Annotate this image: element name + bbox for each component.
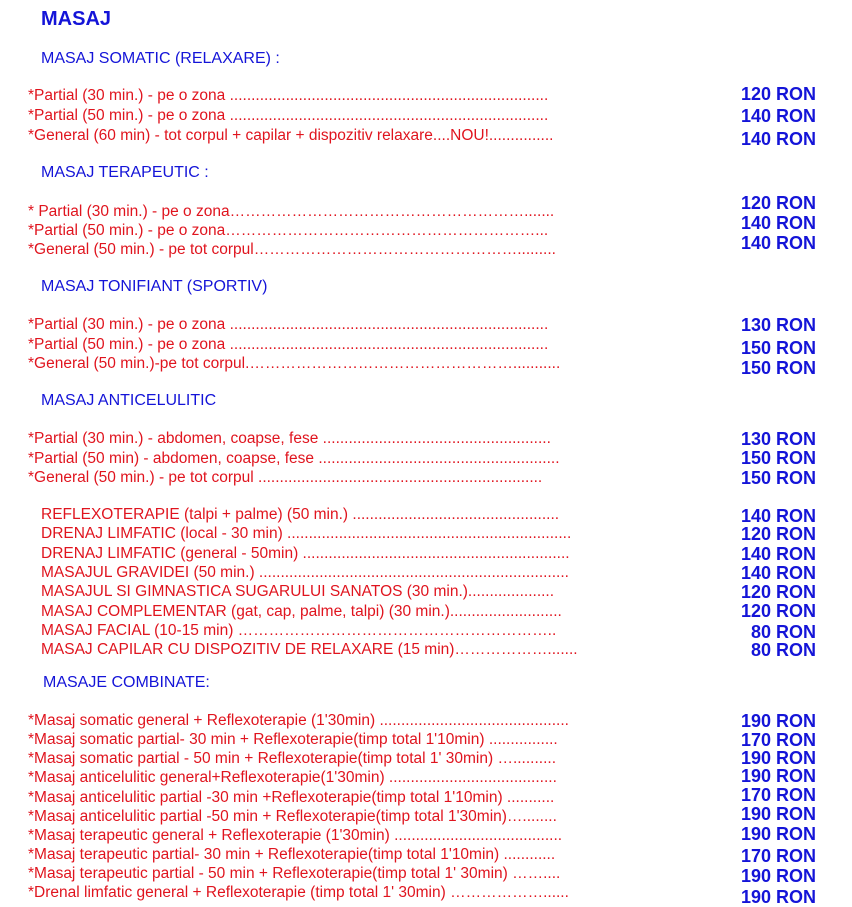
service-item: *Partial (30 min.) - abdomen, coapse, fese ..................................................... (28, 430, 551, 447)
service-item: *Masaj terapeutic general + Reflexoterapie (1'30min) ....................................... (28, 827, 563, 844)
service-item: *General (50 min.) - pe tot corpul .................................................................. (28, 469, 543, 486)
service-price: 120 RON (740, 524, 816, 544)
service-price: 150 RON (740, 338, 816, 358)
service-price: 190 RON (740, 804, 816, 824)
service-item: *Masaj somatic partial- 30 min + Reflexoterapie(timp total 1'10min) ................ (28, 731, 558, 748)
service-item: *Masaj anticelulitic partial -30 min +Reflexoterapie(timp total 1'10min) ........... (28, 789, 555, 806)
section-heading: MASAJ SOMATIC (RELAXARE) : (41, 50, 280, 67)
service-price: 140 RON (740, 233, 816, 253)
service-price: 120 RON (740, 601, 816, 621)
service-price: 150 RON (740, 358, 816, 378)
service-item: *Masaj somatic partial - 50 min + Reflexoterapie(timp total 1' 30min) ….......... (28, 750, 557, 767)
service-price: 140 RON (740, 129, 816, 149)
service-price: 190 RON (740, 766, 816, 786)
service-price: 190 RON (740, 887, 816, 907)
section-heading: MASAJE COMBINATE: (43, 674, 210, 691)
service-item: *Partial (30 min.) - pe o zona .......................................................................... (28, 316, 549, 333)
service-item: MASAJ CAPILAR CU DISPOZITIV DE RELAXARE (15 min)………………....... (41, 641, 578, 658)
section-heading: MASAJ TERAPEUTIC : (41, 164, 209, 181)
service-item: *Partial (50 min.) - pe o zona .......................................................................... (28, 336, 549, 353)
service-price: 140 RON (740, 563, 816, 583)
service-item: *General (50 min.) - pe tot corpul……………………………………………......... (28, 241, 556, 258)
service-item: DRENAJ LIMFATIC (general - 50min) .............................................................. (41, 545, 570, 562)
service-price: 140 RON (740, 544, 816, 564)
service-item: MASAJUL GRAVIDEI (50 min.) ........................................................................ (41, 564, 569, 581)
service-price: 80 RON (750, 622, 816, 642)
service-price: 170 RON (740, 730, 816, 750)
service-item: *Masaj somatic general + Reflexoterapie (1'30min) ............................................ (28, 712, 569, 729)
service-item: *Masaj terapeutic partial - 50 min + Reflexoterapie(timp total 1' 30min) …….... (28, 865, 561, 882)
service-price: 170 RON (740, 785, 816, 805)
service-price: 140 RON (740, 106, 816, 126)
service-item: REFLEXOTERAPIE (talpi + palme) (50 min.) ................................................ (41, 506, 560, 523)
service-price: 190 RON (740, 866, 816, 886)
service-item: *Masaj terapeutic partial- 30 min + Reflexoterapie(timp total 1'10min) ............ (28, 846, 556, 863)
service-item: * Partial (30 min.) - pe o zona…………………………………………………....... (28, 203, 555, 220)
service-item: MASAJ FACIAL (10-15 min) …………………………………………………….. (41, 622, 557, 639)
service-price: 170 RON (740, 846, 816, 866)
service-price: 130 RON (740, 429, 816, 449)
service-item: MASAJ COMPLEMENTAR (gat, cap, palme, talpi) (30 min.).......................... (41, 603, 562, 620)
service-item: MASAJUL SI GIMNASTICA SUGARULUI SANATOS (30 min.).................... (41, 583, 555, 600)
service-item: DRENAJ LIMFATIC (local - 30 min) .................................................................. (41, 525, 572, 542)
service-price: 150 RON (740, 448, 816, 468)
section-heading: MASAJ TONIFIANT (SPORTIV) (41, 278, 268, 295)
service-price: 120 RON (740, 193, 816, 213)
service-price: 120 RON (740, 582, 816, 602)
service-price: 80 RON (750, 640, 816, 660)
service-item: *Masaj anticelulitic general+Reflexoterapie(1'30min) ....................................... (28, 769, 557, 786)
service-item: *Masaj anticelulitic partial -50 min + Reflexoterapie(timp total 1'30min)…........ (28, 808, 557, 825)
service-item: *General (60 min) - tot corpul + capilar + dispozitiv relaxare....NOU!............... (28, 127, 554, 144)
service-item: *Drenal limfatic general + Reflexoterapie (timp total 1' 30min) ………………...... (28, 884, 569, 901)
service-price: 190 RON (740, 748, 816, 768)
service-price: 140 RON (740, 213, 816, 233)
service-item: *Partial (30 min.) - pe o zona .......................................................................... (28, 87, 549, 104)
section-heading: MASAJ ANTICELULITIC (41, 392, 217, 409)
service-item: *Partial (50 min.) - pe o zona……………………………………………………... (28, 222, 549, 239)
service-price: 150 RON (740, 468, 816, 488)
service-price: 120 RON (740, 84, 816, 104)
service-price: 140 RON (740, 506, 816, 526)
service-item: *Partial (50 min.) - pe o zona .......................................................................... (28, 107, 549, 124)
service-price: 190 RON (740, 711, 816, 731)
service-price: 130 RON (740, 315, 816, 335)
service-item: *Partial (50 min) - abdomen, coapse, fese ........................................................ (28, 450, 560, 467)
page-title: MASAJ (41, 8, 112, 30)
service-price: 190 RON (740, 824, 816, 844)
service-item: *General (50 min.)-pe tot corpul.……………………………………………........... (28, 355, 561, 372)
